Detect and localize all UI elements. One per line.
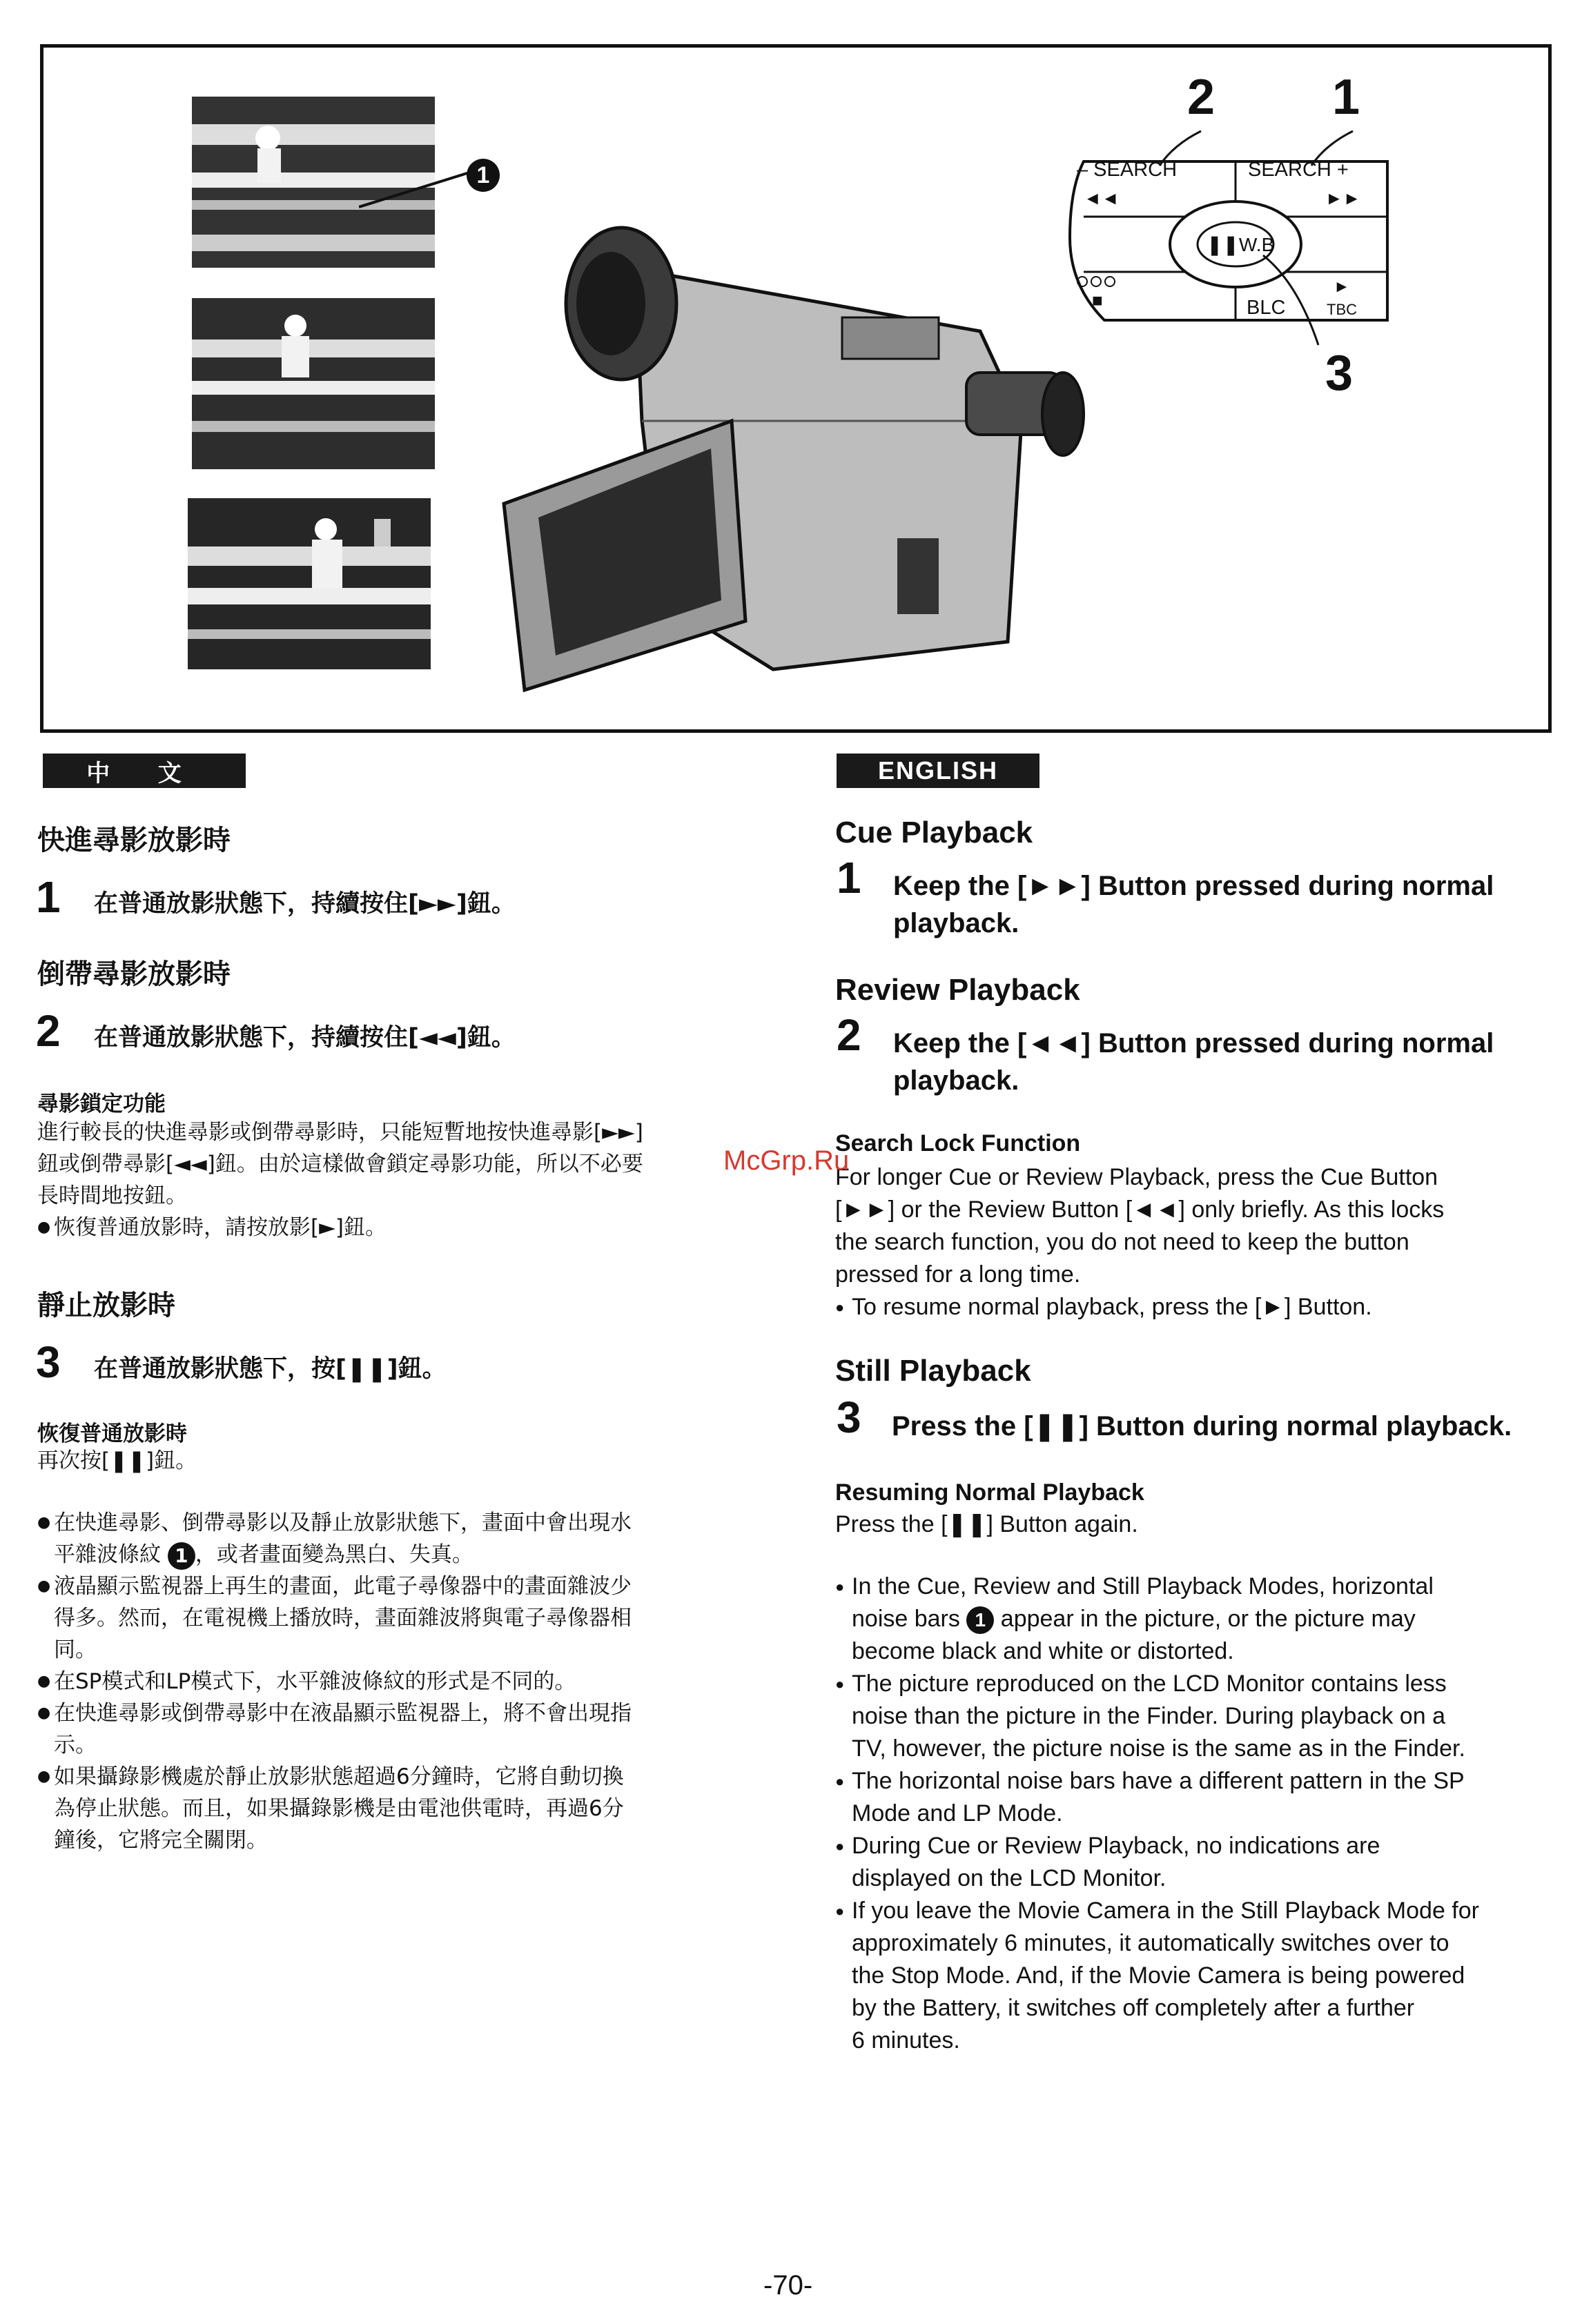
- zh-still-heading: 靜止放影時: [37, 1290, 175, 1321]
- zh-cue-heading: 快進尋影放影時: [37, 825, 231, 856]
- noise-callout-marker: 1: [467, 159, 500, 192]
- zh-resume-text: 再次按[❚❚]鈕。: [37, 1448, 197, 1473]
- zh-lock-line: 長時間地按鈕。: [37, 1183, 187, 1208]
- en-search-lock-heading: Search Lock Function: [835, 1130, 1081, 1156]
- zh-search-lock-heading: 尋影鎖定功能: [37, 1092, 166, 1116]
- en-note: ● In the Cue, Review and Still Playback Modes, horizontal noise bars 1 appear in the picture, or the picture may become black and white or distorted.: [835, 1570, 1574, 1668]
- en-step3-text: Press the [❚❚] Button during normal playback.: [892, 1411, 1512, 1441]
- zh-note: ● 液晶顯示監視器上再生的畫面，此電子尋像器中的畫面雜波少 得多。然而，在電視機上播放時，畫面雜波將與電子尋像器相 同。: [37, 1570, 762, 1666]
- zh-step1-number: 1: [36, 872, 61, 922]
- rewind-button[interactable]: ◄◄: [1084, 188, 1120, 208]
- review-playback-image: [192, 298, 435, 469]
- zh-lock-bullet: ● 恢復普通放影時，請按放影[►]鈕。: [37, 1212, 755, 1243]
- zh-resume-heading: 恢復普通放影時: [37, 1421, 187, 1446]
- en-resume-text: Press the [❚❚] Button again.: [835, 1511, 1138, 1537]
- watermark: McGrp.Ru: [723, 1145, 850, 1176]
- en-step1-text: Keep the [►►] Button pressed during normal playback.: [893, 871, 1494, 938]
- search-plus-label: SEARCH +: [1248, 159, 1349, 181]
- zh-note: ● 在SP模式和LP模式下，水平雜波條紋的形式是不同的。: [37, 1666, 762, 1697]
- zh-step1-text: 在普通放影狀態下，持續按住[►►]鈕。: [94, 890, 516, 918]
- camcorder-illustration: [483, 214, 1139, 697]
- en-step3-number: 3: [837, 1392, 861, 1442]
- zh-lock-line: 進行較長的快進尋影或倒帶尋影時，只能短暫地按快進尋影[►►]: [37, 1120, 643, 1145]
- en-step2-text: Keep the [◄◄] Button pressed during normal playback.: [893, 1028, 1494, 1096]
- blc-button[interactable]: BLC: [1247, 297, 1286, 319]
- en-step2-number: 2: [837, 1010, 861, 1060]
- search-minus-label: – SEARCH: [1077, 159, 1178, 181]
- page-number: -70-: [763, 2270, 813, 2301]
- english-section-tag: ENGLISH: [837, 754, 1039, 788]
- zh-step2-text: 在普通放影狀態下，持續按住[◄◄]鈕。: [94, 1024, 516, 1052]
- zh-note: ● 在快進尋影或倒帶尋影中在液晶顯示監視器上，將不會出現指 示。: [37, 1697, 762, 1761]
- en-note: ● The picture reproduced on the LCD Monitor contains less noise than the picture in the Finder. During playback on a TV, however, the picture noise is the same as in the Finder.: [835, 1668, 1574, 1765]
- en-step1-number: 1: [837, 853, 861, 903]
- fast-forward-button[interactable]: ►►: [1325, 188, 1361, 208]
- zh-step3-text: 在普通放影狀態下，按[❚❚]鈕。: [94, 1355, 447, 1383]
- en-cue-heading: Cue Playback: [835, 816, 1033, 849]
- zh-note: ● 在快進尋影、倒帶尋影以及靜止放影狀態下，畫面中會出現水 平雜波條紋 1 ，或者畫面變為黑白、失真。: [37, 1507, 762, 1570]
- en-review-heading: Review Playback: [835, 973, 1080, 1007]
- zh-review-heading: 倒帶尋影放影時: [37, 958, 231, 990]
- zh-search-lock-body: [37, 1116, 755, 1243]
- callout-3: 3: [1325, 346, 1354, 401]
- callout-2: 2: [1187, 70, 1215, 125]
- en-notes: [835, 1570, 1574, 2057]
- noise-marker-icon: 1: [966, 1606, 994, 1634]
- zh-note: ● 如果攝錄影機處於靜止放影狀態超過6分鐘時，它將自動切換 為停止狀態。而且，如果攝錄影機是由電池供電時，再過6分 鐘後，它將完全關閉。: [37, 1761, 762, 1856]
- stop-button[interactable]: ■: [1092, 290, 1103, 311]
- en-note: ● During Cue or Review Playback, no indications are displayed on the LCD Monitor.: [835, 1830, 1574, 1895]
- still-playback-image: [188, 498, 431, 669]
- chinese-section-tag: 中 文: [43, 754, 246, 788]
- en-note: ● If you leave the Movie Camera in the Still Playback Mode for approximately 6 minutes, it automatically switches over to the Stop Mode. And, if the Movie Camera is being powered by the Battery, it switches off completely after a further 6 minutes.: [835, 1895, 1574, 2057]
- panel-callout-lines: [1146, 104, 1394, 366]
- en-lock-bullet: ● To resume normal playback, press the [►] Button.: [835, 1291, 1567, 1323]
- en-still-heading: Still Playback: [835, 1354, 1031, 1388]
- en-resume-heading: Resuming Normal Playback: [835, 1479, 1144, 1506]
- zh-step2-number: 2: [36, 1006, 61, 1056]
- pause-wb-button[interactable]: ❚❚W.B: [1207, 234, 1275, 255]
- en-note: ● The horizontal noise bars have a different pattern in the SP Mode and LP Mode.: [835, 1765, 1574, 1830]
- tbc-label: TBC: [1327, 301, 1357, 318]
- zh-step3-number: 3: [36, 1337, 61, 1387]
- callout-1: 1: [1332, 70, 1360, 125]
- zh-notes: [37, 1507, 762, 1856]
- noise-marker-icon: 1: [168, 1542, 195, 1570]
- zh-lock-line: 鈕或倒帶尋影[◄◄]鈕。由於這樣做會鎖定尋影功能，所以不必要: [37, 1152, 643, 1176]
- en-search-lock-body: For longer Cue or Review Playback, press the Cue Button [►►] or the Review Button [◄◄] only briefly. As this locks the search function, you do not need to keep the button pressed for a long time. ● To resume normal playback, press the [►] Button.: [835, 1161, 1567, 1323]
- play-button[interactable]: ►: [1334, 277, 1350, 296]
